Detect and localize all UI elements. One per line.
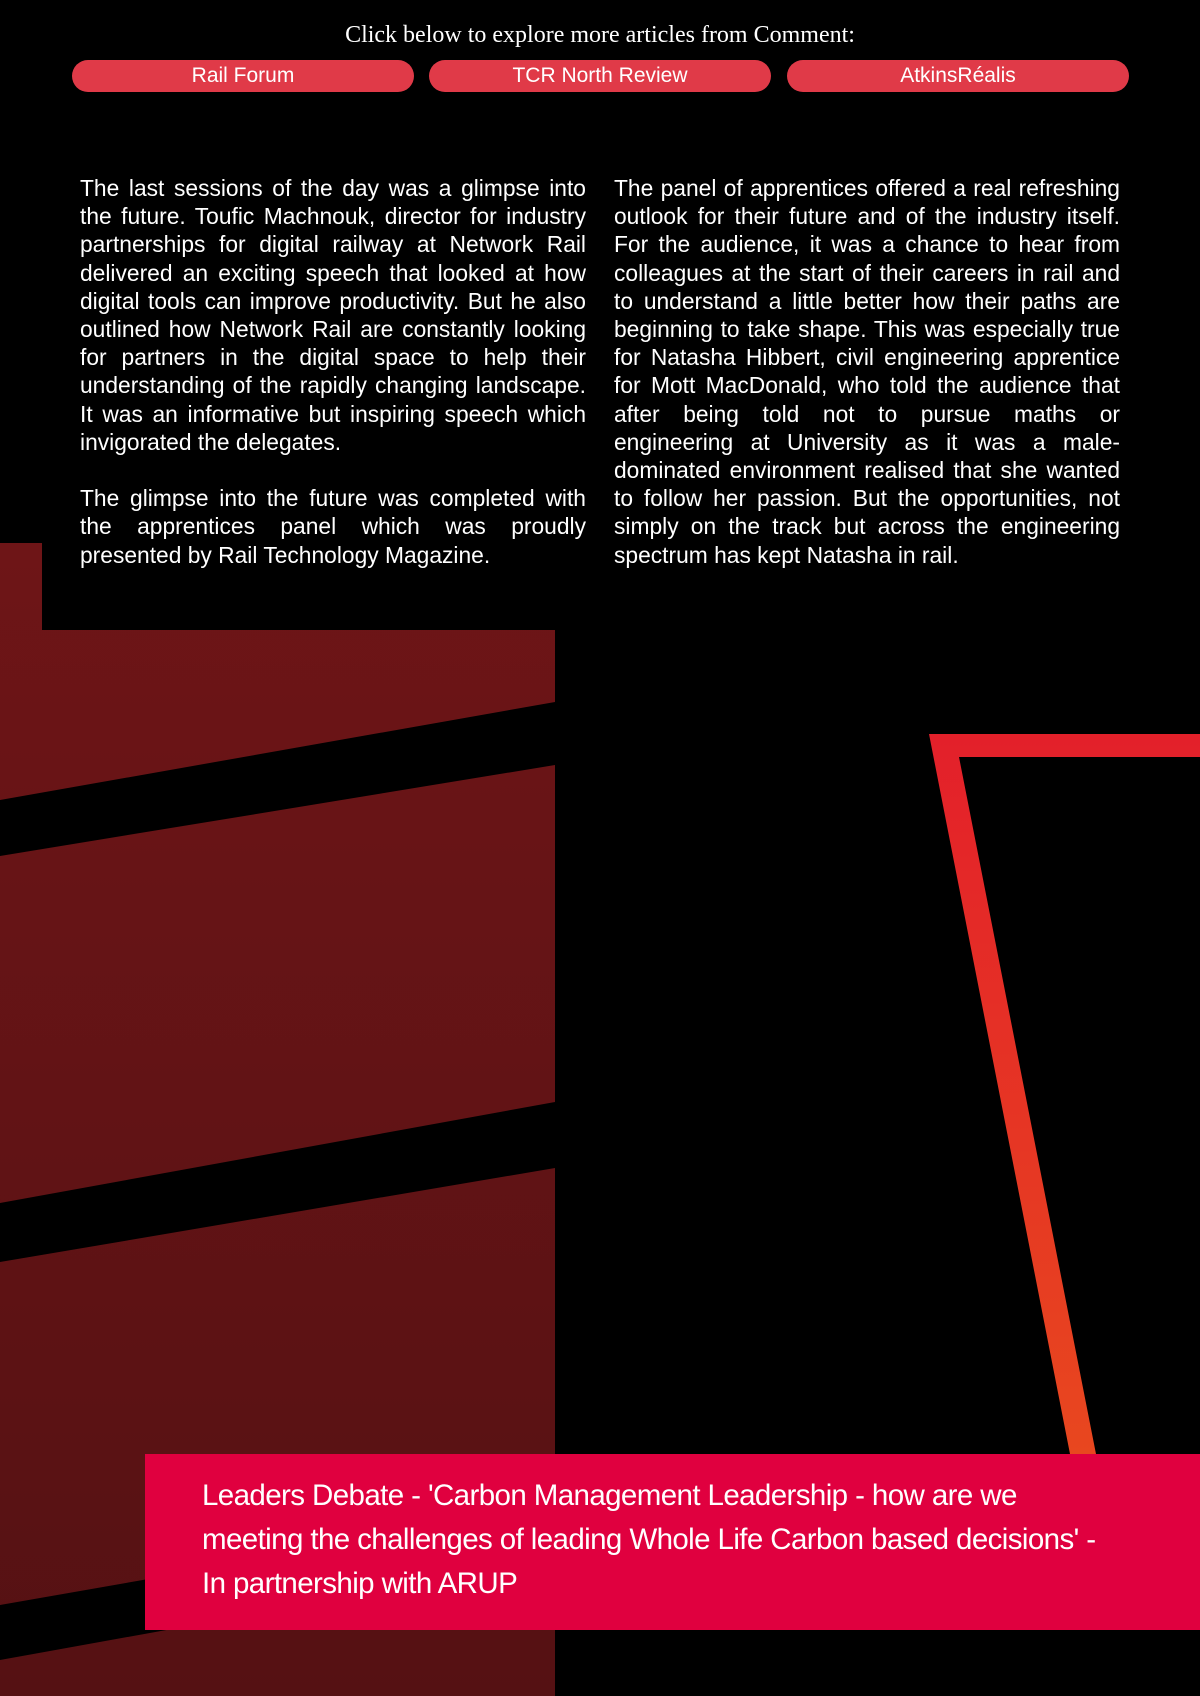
callout-title: Leaders Debate - 'Carbon Management Leadership - how are we meeting the challenges of leading Whole Life Carbon based decisions' - In partnership with ARUP	[202, 1479, 1096, 1600]
paragraph: The last sessions of the day was a glimpse into the future. Toufic Machnouk, director for industry partnerships for digital railway at Network Rail delivered an exciting speech that looked at how digital tools can improve productivity. But he also outlined how Network Rail are constantly looking for partners in the digital space to help their understanding of the rapidly changing landscape. It was an informative but inspiring speech which invigorated the delegates.	[80, 175, 586, 455]
paragraph: The glimpse into the future was completed with the apprentices panel which was proudly presented by Rail Technology Magazine.	[80, 485, 586, 568]
article-right-column	[614, 174, 1120, 597]
explore-prompt: Click below to explore more articles from Comment:	[345, 22, 855, 48]
paragraph: The panel of apprentices offered a real refreshing outlook for their future and of the industry itself. For the audience, it was a chance to hear from colleagues at the start of their careers in rail and to understand a little better how their paths are beginning to take shape. This was especially true for Natasha Hibbert, civil engineering apprentice for Mott MacDonald, who told the audience that after being told not to pursue maths or engineering at University as it was a male-dominated environment realised that she wanted to follow her passion. But the opportunities, not simply on the track but across the engineering spectrum has kept Natasha in rail.	[614, 175, 1120, 568]
nav-button-tcr-north-review[interactable]: TCR North Review	[429, 60, 771, 92]
article-left-column	[80, 174, 586, 597]
red-frame	[929, 734, 1200, 1454]
nav-button-rail-forum[interactable]: Rail Forum	[72, 60, 414, 92]
nav-button-atkinsrealis[interactable]: AtkinsRéalis	[787, 60, 1129, 92]
article-nav	[72, 60, 1129, 92]
session-callout	[145, 1454, 1200, 1630]
